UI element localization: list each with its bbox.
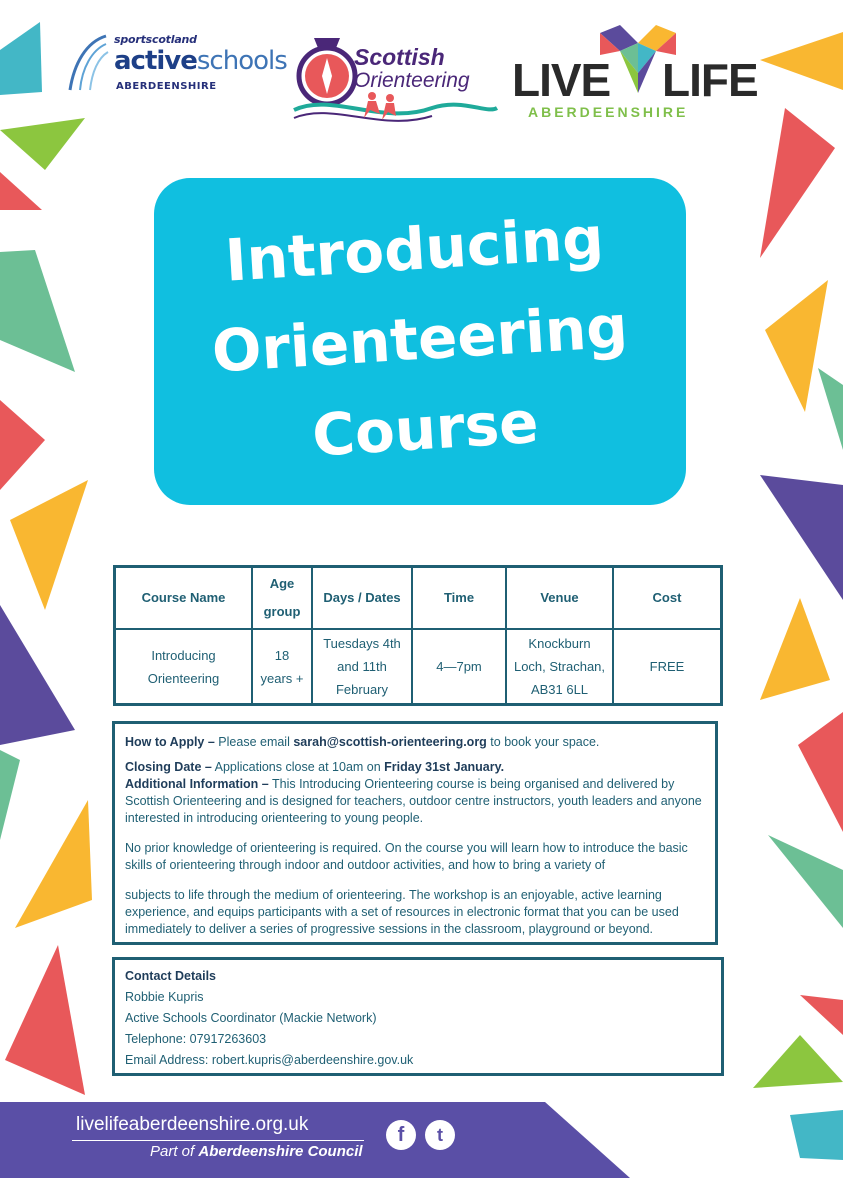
page-title [145,162,696,521]
footer-divider [72,1140,364,1141]
header-course-name: Course Name [115,567,253,630]
title-line-1: Introducing [223,203,606,295]
contact-heading: Contact Details [125,969,216,983]
contact-telephone[interactable]: Telephone: 07917263603 [125,1032,267,1046]
footer-website-link[interactable]: livelifeaberdeenshire.org.uk [76,1114,309,1135]
how-to-apply: How to Apply – Please email sarah@scottish-orienteering.org to book your space. [125,735,600,749]
life-text: LIFE [662,54,758,106]
course-information-box [112,721,718,945]
contact-role: Active Schools Coordinator (Mackie Network) [125,1011,377,1025]
live-life-region: ABERDEENSHIRE [528,104,689,120]
apply-email-link[interactable]: sarah@scottish-orienteering.org [293,735,487,749]
additional-information: Additional Information – This Introducing Orienteering course is being organised and delivered by Scottish Orienteering and is designed for teachers, outdoor centre instructors, youth leaders and anyone interested in introducing orienteering to young people. [125,777,702,825]
active-schools-text: activeschools [114,46,287,76]
sportscotland-text: sportscotland [114,33,197,46]
info-paragraph-3: subjects to life through the medium of orienteering. The workshop is an enjoyable, active learning experience, and equips participants with a set of resources in electronic format that you can be used immediately to deliver a series of progressive sessions in the classroom, playground or beyond. [125,888,679,936]
cell-age-group: 18 years + [252,629,312,705]
header-age-group: Age group [252,567,312,630]
scottish-text: Scottish [354,44,445,70]
footer-council-text: Part of Aberdeenshire Council [150,1143,363,1160]
fountain-icon [66,34,116,94]
contact-name: Robbie Kupris [125,990,204,1004]
twitter-icon[interactable]: t [425,1120,455,1150]
contact-details-box [112,957,724,1076]
header-cost: Cost [613,567,722,630]
live-life-logo [510,25,760,125]
cell-days-dates: Tuesdays 4th and 11th February [312,629,412,705]
orienteering-text: Orienteering [354,69,470,92]
table-row [115,629,722,705]
cell-venue: Knockburn Loch, Strachan, AB31 6LL [506,629,613,705]
cell-course-name: Introducing Orienteering [115,629,253,705]
cell-time: 4—7pm [412,629,506,705]
scottish-orienteering-logo [292,30,502,125]
active-schools-logo [66,30,287,100]
closing-date: Closing Date – Applications close at 10am on Friday 31st January. [125,760,505,774]
header-venue: Venue [506,567,613,630]
title-line-3: Course [310,387,541,470]
live-text: LIVE [512,54,611,106]
title-line-2: Orienteering [210,292,630,386]
course-details-table [113,565,723,706]
header-days-dates: Days / Dates [312,567,412,630]
active-schools-region: ABERDEENSHIRE [116,81,217,92]
hero-title-box [154,178,686,505]
contact-email[interactable]: Email Address: robert.kupris@aberdeenshire.gov.uk [125,1053,414,1067]
header-time: Time [412,567,506,630]
facebook-icon[interactable]: f [386,1120,416,1150]
info-paragraph-2: No prior knowledge of orienteering is required. On the course you will learn how to introduce the basic skills of orienteering through indoor and outdoor activities, and how to bring a variety of [125,841,688,872]
cell-cost: FREE [613,629,722,705]
table-header-row [115,567,722,630]
